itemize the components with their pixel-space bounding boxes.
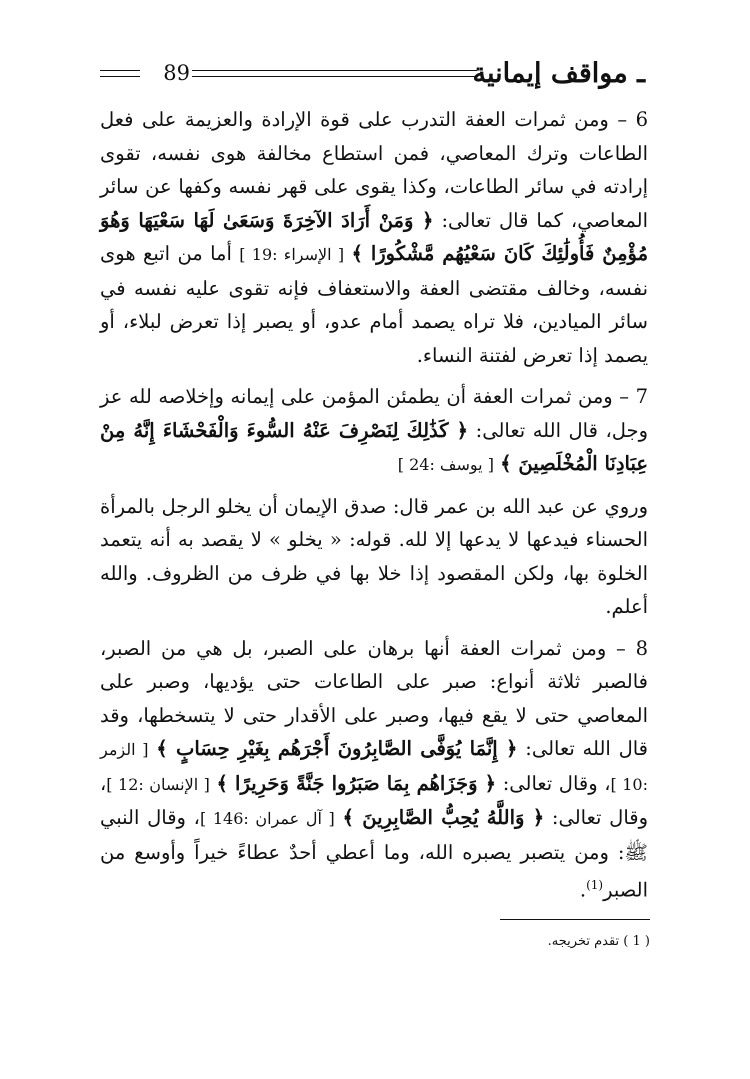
paragraph-6-text-b: أما من اتبع هوى نفسه، وخالف مقتضى العفة والاستعفاف فإنه تقوى عليه نفسه في سائر الميادين، فلا تراه يصمد أمام عدو، أو يصبر إذا تعرض لبلاء، أو يصمد إذا تعرض لفتنة النساء.: [100, 242, 648, 367]
quran-verse-al-imran: ﴿ وَاللَّهُ يُحِبُّ الصَّابِرِينَ ﴾: [342, 806, 545, 829]
verse-reference-isra: [ الإسراء :19 ]: [239, 245, 345, 264]
footnote: ( 1 ) تقدم تخريجه.: [547, 934, 650, 949]
verse-reference-zumar: [ الزمر :10 ]: [100, 740, 648, 794]
paragraph-7-text-a: 7 – ومن ثمرات العفة أن يطمئن المؤمن على إيمانه وإخلاصه لله عز وجل، قال الله تعالى:: [100, 385, 648, 442]
footnote-separator: [500, 919, 650, 920]
verse-reference-al-imran: [ آل عمران :146 ]: [199, 809, 335, 828]
paragraph-8-connector-1: ، وقال تعالى:: [502, 771, 611, 795]
quran-verse-zumar: ﴿ إِنَّمَا يُوَفَّى الصَّابِرُونَ أَجْرَهُم بِغَيْرِ حِسَابٍ ﴾: [156, 737, 518, 760]
paragraph-8-connector-2: ، وقال تعالى:: [100, 771, 649, 829]
paragraph-6-text-a: 6 – ومن ثمرات العفة التدرب على قوة الإرادة والعزيمة على فعل الطاعات وترك المعاصي، فمن استطاع مخالفة هوى نفسه، تقوى إرادته في سائر الطاعات، وكذا يقوى على قهر نفسه وكفها عن سائر المعاصي، كما قال تعالى:: [100, 108, 649, 232]
quran-verse-insan: ﴿ وَجَزَاهُم بِمَا صَبَرُوا جَنَّةً وَحَرِيرًا ﴾: [216, 771, 497, 795]
verse-reference-yusuf: [ يوسف :24 ]: [397, 455, 494, 474]
page-header: [100, 58, 645, 92]
paragraph-7-narration: [100, 490, 648, 624]
quran-verse-isra: ﴿ وَمَنْ أَرَادَ الآخِرَةَ وَسَعَىٰ لَهَا سَعْيَهَا وَهُوَ مُؤْمِنٌ فَأُولَٰئِكَ كَانَ سَعْيُهُم مَّشْكُورًا ﴾: [100, 208, 649, 265]
page-number: 89: [163, 61, 190, 85]
header-rule-long: [192, 70, 477, 77]
paragraph-7: [100, 380, 648, 482]
header-rule-short: [100, 70, 140, 77]
page-body: [100, 103, 648, 915]
verse-reference-insan: [ الإنسان :12 ]: [106, 774, 210, 794]
footnote-marker: (1): [586, 878, 604, 892]
paragraph-8-end: .: [579, 878, 587, 902]
paragraph-7-text-b: وروي عن عبد الله بن عمر قال: صدق الإيمان أن يخلو الرجل بالمرأة الحسناء فيدعها لا يدعها إلا لله. قوله: « يخلو » لا يقصد به أنه يتعمد الخلوة بها، ولكن المقصود إذا خلا بها في ظرف من الظروف. والله أعلم.: [100, 494, 648, 618]
quran-verse-yusuf: ﴿ كَذَٰلِكَ لِنَصْرِفَ عَنْهُ السُّوءَ وَالْفَحْشَاءَ إِنَّهُ مِنْ عِبَادِنَا الْمُخْلَصِينَ ﴾: [100, 418, 648, 475]
paragraph-6: [100, 103, 648, 372]
paragraph-8: [100, 632, 648, 908]
paragraph-8-text-a: 8 – ومن ثمرات العفة أنها برهان على الصبر، بل هي من الصبر، فالصبر ثلاثة أنواع: صبر على الطاعات حتى يؤديها، وصبر على المعاصي حتى لا يقع فيها، وصبر على الأقدار حتى لا يتسخطها، وقد قال الله تعالى:: [100, 636, 649, 760]
paragraph-8-text-b: ، وقال النبي ﷺ: ومن يتصبر يصبره الله، وما أعطي أحدٌ عطاءً خيراً وأوسع من الصبر: [100, 806, 648, 902]
running-title: ـ مواقف إيمانية: [472, 58, 645, 89]
